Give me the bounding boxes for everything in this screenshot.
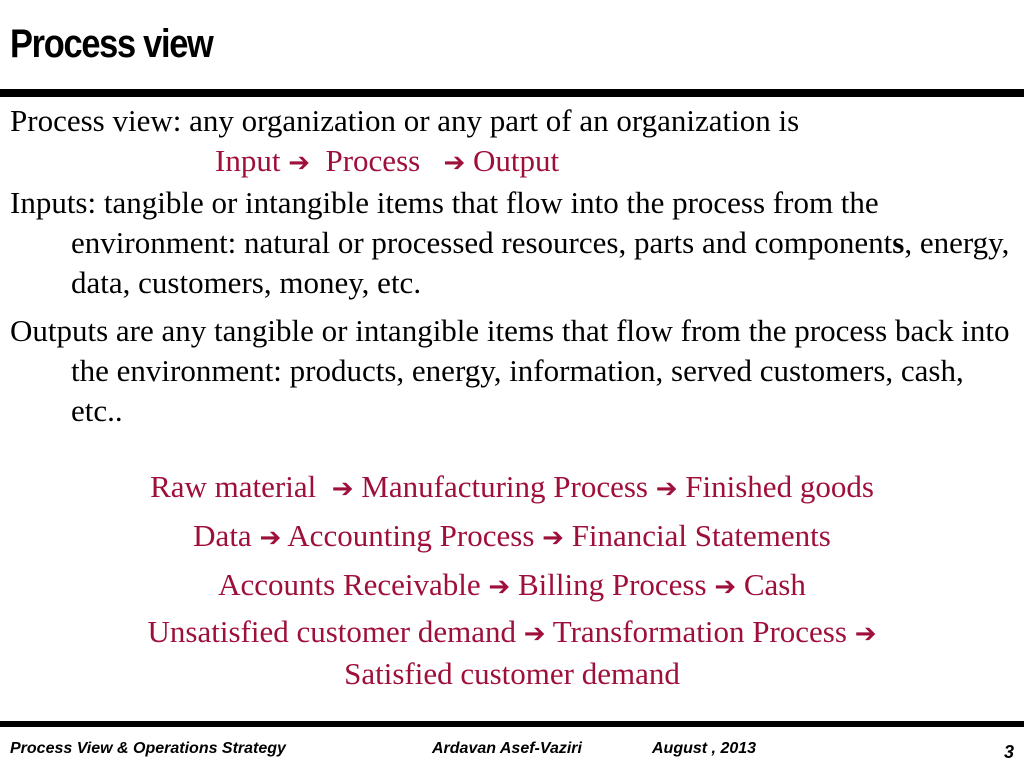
footer-author: Ardavan Asef-Vaziri (432, 740, 582, 757)
slide-body (10, 101, 1020, 431)
flow-input: Input (215, 143, 281, 178)
arrow-right-icon: ➔ (655, 474, 678, 504)
arrow-right-icon: ➔ (714, 572, 737, 602)
footer-date: August , 2013 (652, 740, 757, 757)
page-number: 3 (1003, 742, 1014, 762)
arrow-right-icon: ➔ (854, 619, 877, 649)
title-divider (0, 89, 1024, 97)
outputs-text: Outputs are any tangible or intangible items that flow from the process back into the environment: products, energy, information, served customers, cash, etc.. (10, 313, 1010, 428)
arrow-right-icon: ➔ (488, 572, 511, 602)
example-row (0, 612, 1024, 694)
footer-divider (0, 721, 1024, 727)
arrow-right-icon: ➔ (542, 523, 564, 553)
example-process: Transformation Process (552, 614, 847, 649)
inputs-text: Inputs: tangible or intangible items that flow into the process from the environment: natural or processed resources, parts and component (10, 185, 893, 260)
example-to: Satisfied customer demand (344, 656, 680, 691)
intro-text: Process view: any organization or any part of an organization is (10, 103, 800, 138)
example-to: Financial Statements (571, 518, 831, 553)
flow-process: Process (325, 143, 421, 178)
example-from: Unsatisfied customer demand (147, 614, 516, 649)
arrow-right-icon: ➔ (259, 523, 282, 553)
example-from: Accounts Receivable (218, 567, 481, 602)
example-to: Cash (743, 567, 806, 602)
slide-title: Process view (10, 22, 213, 66)
process-examples (0, 465, 1024, 694)
inputs-bold-letter: s (892, 225, 905, 260)
example-row (0, 514, 1024, 563)
example-row (0, 563, 1024, 612)
outputs-paragraph (10, 311, 1020, 431)
example-process: Accounting Process (287, 518, 535, 553)
arrow-right-icon: ➔ (523, 619, 546, 649)
example-from: Raw material (150, 469, 317, 504)
inputs-text-end: , energy, data, customers, money, etc. (71, 225, 1010, 300)
arrow-right-icon: ➔ (331, 474, 354, 504)
inputs-paragraph (10, 183, 1020, 303)
flow-output: Output (473, 143, 560, 178)
example-process: Billing Process (517, 567, 707, 602)
intro-paragraph (10, 101, 1020, 141)
arrow-right-icon: ➔ (443, 148, 466, 178)
example-to: Finished goods (685, 469, 874, 504)
io-flow-line (10, 141, 1020, 183)
example-row (0, 465, 1024, 514)
footer-course: Process View & Operations Strategy (10, 740, 286, 757)
example-from: Data (193, 518, 252, 553)
example-process: Manufacturing Process (361, 469, 648, 504)
arrow-right-icon: ➔ (288, 148, 310, 178)
